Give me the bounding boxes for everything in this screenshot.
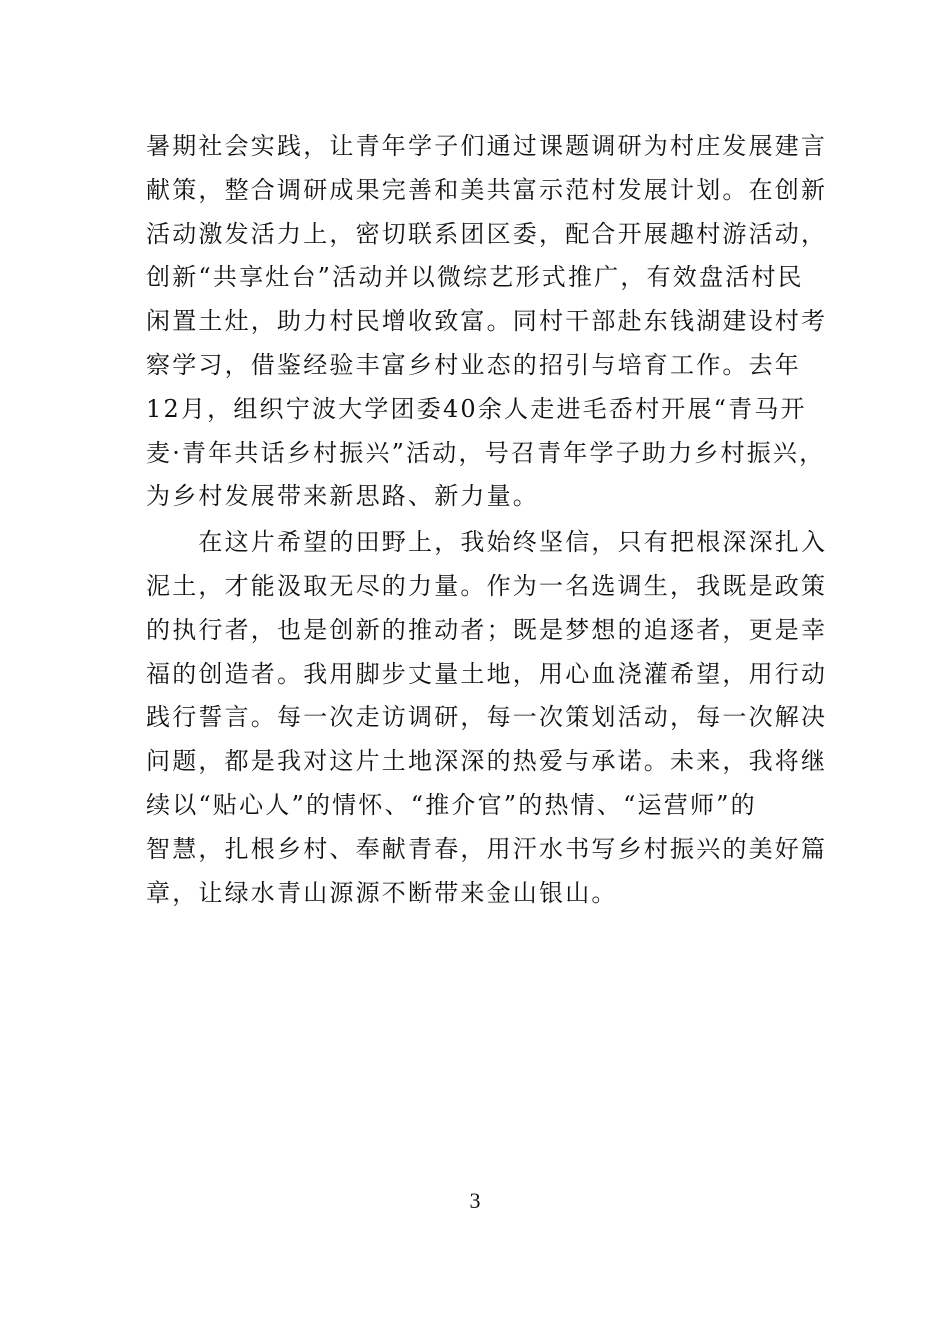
text-line: 在这片希望的田野上，我始终坚信，只有把根深深扎入 xyxy=(146,528,828,557)
paragraph-1 xyxy=(146,125,828,519)
text-line: 践行誓言。每一次走访调研，每一次策划活动，每一次解决 xyxy=(146,703,828,732)
text-line: 的执行者，也是创新的推动者；既是梦想的追逐者，更是幸 xyxy=(146,615,828,644)
body-text xyxy=(146,125,828,915)
text-line: 智慧，扎根乡村、奉献青春，用汗水书写乡村振兴的美好篇 xyxy=(146,834,828,863)
text-line: 献策，整合调研成果完善和美共富示范村发展计划。在创新 xyxy=(146,175,828,204)
text-line: 12月，组织宁波大学团委40余人走进毛岙村开展“青马开 xyxy=(146,394,807,423)
text-line: 闲置土灶，助力村民增收致富。同村干部赴东钱湖建设村考 xyxy=(146,307,828,336)
text-line: 为乡村发展带来新思路、新力量。 xyxy=(146,482,539,511)
text-line: 麦·青年共话乡村振兴”活动，号召青年学子助力乡村振兴， xyxy=(146,438,826,467)
text-line: 察学习，借鉴经验丰富乡村业态的招引与培育工作。去年 xyxy=(146,350,801,379)
text-line: 福的创造者。我用脚步丈量土地，用心血浇灌希望，用行动 xyxy=(146,659,828,688)
text-line: 问题，都是我对这片土地深深的热爱与承诺。未来，我将继 xyxy=(146,747,828,776)
text-line: 续以“贴心人”的情怀、“推介官”的热情、“运营师”的 xyxy=(146,790,757,819)
text-line: 泥土，才能汲取无尽的力量。作为一名选调生，我既是政策 xyxy=(146,571,828,600)
text-line: 创新“共享灶台”活动并以微综艺形式推广，有效盘活村民 xyxy=(146,263,804,292)
text-line: 活动激发活力上，密切联系团区委，配合开展趣村游活动， xyxy=(146,219,828,248)
paragraph-2 xyxy=(146,521,828,915)
page-number: 3 xyxy=(469,1188,481,1213)
text-line: 暑期社会实践，让青年学子们通过课题调研为村庄发展建言 xyxy=(146,132,828,160)
text-line: 章，让绿水青山源源不断带来金山银山。 xyxy=(146,878,618,907)
